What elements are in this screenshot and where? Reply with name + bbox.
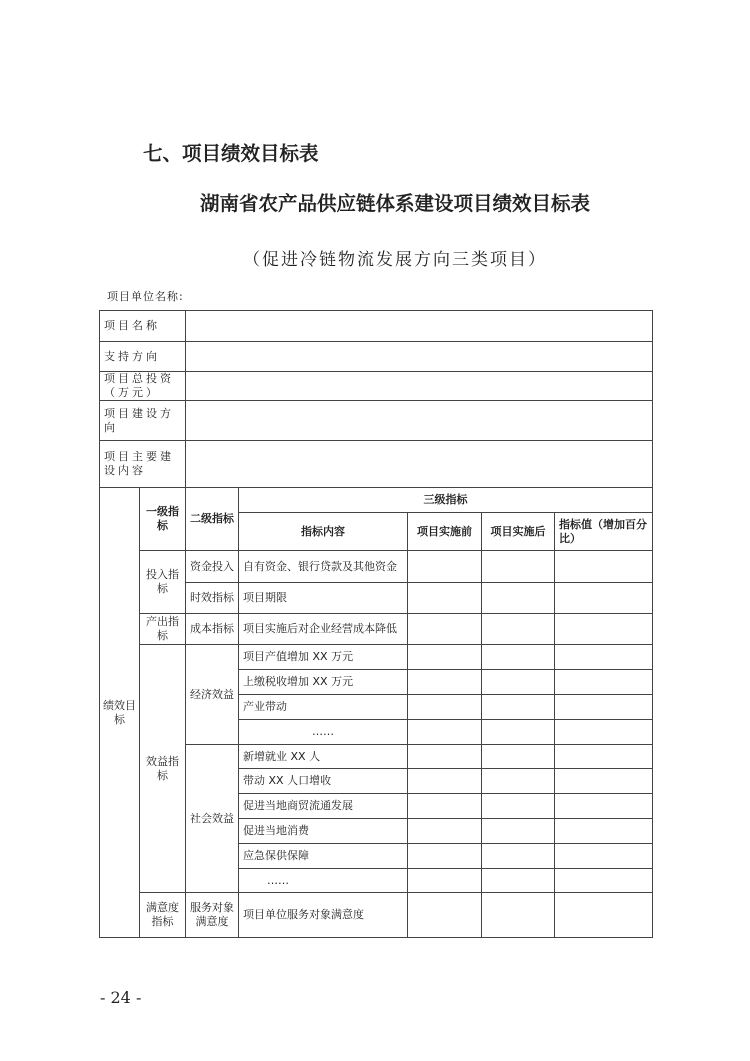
value-cell[interactable]	[555, 645, 653, 670]
level2-fund: 资金投入	[186, 551, 239, 583]
content-cell: 产业带动	[239, 695, 408, 720]
label-construction-direction: 项目建设方向	[100, 401, 186, 441]
before-cell[interactable]	[408, 869, 482, 893]
level1-satisfaction: 满意度指标	[140, 893, 186, 938]
header-after: 项目实施后	[482, 513, 555, 551]
header-value: 指标值（增加百分比）	[555, 513, 653, 551]
level2-cost: 成本指标	[186, 614, 239, 645]
value-cell[interactable]	[555, 720, 653, 745]
value-cell[interactable]	[555, 745, 653, 769]
value-cell[interactable]	[555, 819, 653, 844]
before-cell[interactable]	[408, 551, 482, 583]
value-cell[interactable]	[555, 670, 653, 695]
table-row	[100, 893, 653, 938]
label-support-direction: 支持方向	[100, 342, 186, 372]
content-cell: 促进当地消费	[239, 819, 408, 844]
level2-economic: 经济效益	[186, 645, 239, 745]
after-cell[interactable]	[482, 819, 555, 844]
before-cell[interactable]	[408, 745, 482, 769]
value-cell[interactable]	[555, 893, 653, 938]
before-cell[interactable]	[408, 844, 482, 869]
before-cell[interactable]	[408, 819, 482, 844]
after-cell[interactable]	[482, 769, 555, 794]
after-cell[interactable]	[482, 551, 555, 583]
content-cell: 上缴税收增加 XX 万元	[239, 670, 408, 695]
level2-service: 服务对象满意度	[186, 893, 239, 938]
value-cell[interactable]	[555, 551, 653, 583]
label-project-name: 项目名称	[100, 311, 186, 342]
before-cell[interactable]	[408, 670, 482, 695]
after-cell[interactable]	[482, 695, 555, 720]
before-cell[interactable]	[408, 614, 482, 645]
after-cell[interactable]	[482, 614, 555, 645]
value-cell[interactable]	[555, 614, 653, 645]
content-cell: 项目实施后对企业经营成本降低	[239, 614, 408, 645]
after-cell[interactable]	[482, 583, 555, 614]
level1-input: 投入指标	[140, 551, 186, 614]
content-cell: 项目单位服务对象满意度	[239, 893, 408, 938]
content-cell: 带动 XX 人口增收	[239, 769, 408, 794]
value-cell[interactable]	[555, 794, 653, 819]
page-number: - 24 -	[100, 988, 142, 1007]
document-subtitle: （促进冷链物流发展方向三类项目）	[243, 250, 547, 270]
table-row	[100, 551, 653, 583]
before-cell[interactable]	[408, 583, 482, 614]
field-total-investment[interactable]	[186, 372, 653, 401]
content-cell: 应急保供保障	[239, 844, 408, 869]
header-level2: 二级指标	[186, 488, 239, 551]
content-cell: ……	[239, 869, 408, 893]
section-heading: 七、项目绩效目标表	[143, 142, 319, 165]
after-cell[interactable]	[482, 794, 555, 819]
after-cell[interactable]	[482, 645, 555, 670]
content-cell: ……	[239, 720, 408, 745]
after-cell[interactable]	[482, 745, 555, 769]
label-total-investment: 项目总投资（万元）	[100, 372, 186, 401]
content-cell: 项目期限	[239, 583, 408, 614]
performance-table	[99, 310, 653, 938]
content-cell: 自有资金、银行贷款及其他资金	[239, 551, 408, 583]
group-performance-goals: 绩效目标	[100, 488, 140, 938]
level1-output: 产出指标	[140, 614, 186, 645]
header-content: 指标内容	[239, 513, 408, 551]
header-level1: 一级指标	[140, 488, 186, 551]
field-project-name[interactable]	[186, 311, 653, 342]
value-cell[interactable]	[555, 844, 653, 869]
field-construction-direction[interactable]	[186, 401, 653, 441]
after-cell[interactable]	[482, 670, 555, 695]
label-main-content: 项目主要建设内容	[100, 441, 186, 488]
field-support-direction[interactable]	[186, 342, 653, 372]
level2-social: 社会效益	[186, 745, 239, 893]
content-cell: 新增就业 XX 人	[239, 745, 408, 769]
after-cell[interactable]	[482, 720, 555, 745]
table-row	[100, 645, 653, 670]
after-cell[interactable]	[482, 869, 555, 893]
unit-name-label: 项目单位名称:	[107, 290, 184, 303]
value-cell[interactable]	[555, 769, 653, 794]
before-cell[interactable]	[408, 720, 482, 745]
value-cell[interactable]	[555, 695, 653, 720]
value-cell[interactable]	[555, 583, 653, 614]
before-cell[interactable]	[408, 893, 482, 938]
before-cell[interactable]	[408, 645, 482, 670]
table-row	[100, 614, 653, 645]
level2-time: 时效指标	[186, 583, 239, 614]
after-cell[interactable]	[482, 844, 555, 869]
before-cell[interactable]	[408, 769, 482, 794]
field-main-content[interactable]	[186, 441, 653, 488]
document-title: 湖南省农产品供应链体系建设项目绩效目标表	[199, 192, 590, 215]
before-cell[interactable]	[408, 695, 482, 720]
header-before: 项目实施前	[408, 513, 482, 551]
before-cell[interactable]	[408, 794, 482, 819]
header-level3: 三级指标	[239, 488, 653, 513]
content-cell: 项目产值增加 XX 万元	[239, 645, 408, 670]
content-cell: 促进当地商贸流通发展	[239, 794, 408, 819]
level1-benefit: 效益指标	[140, 645, 186, 893]
after-cell[interactable]	[482, 893, 555, 938]
value-cell[interactable]	[555, 869, 653, 893]
